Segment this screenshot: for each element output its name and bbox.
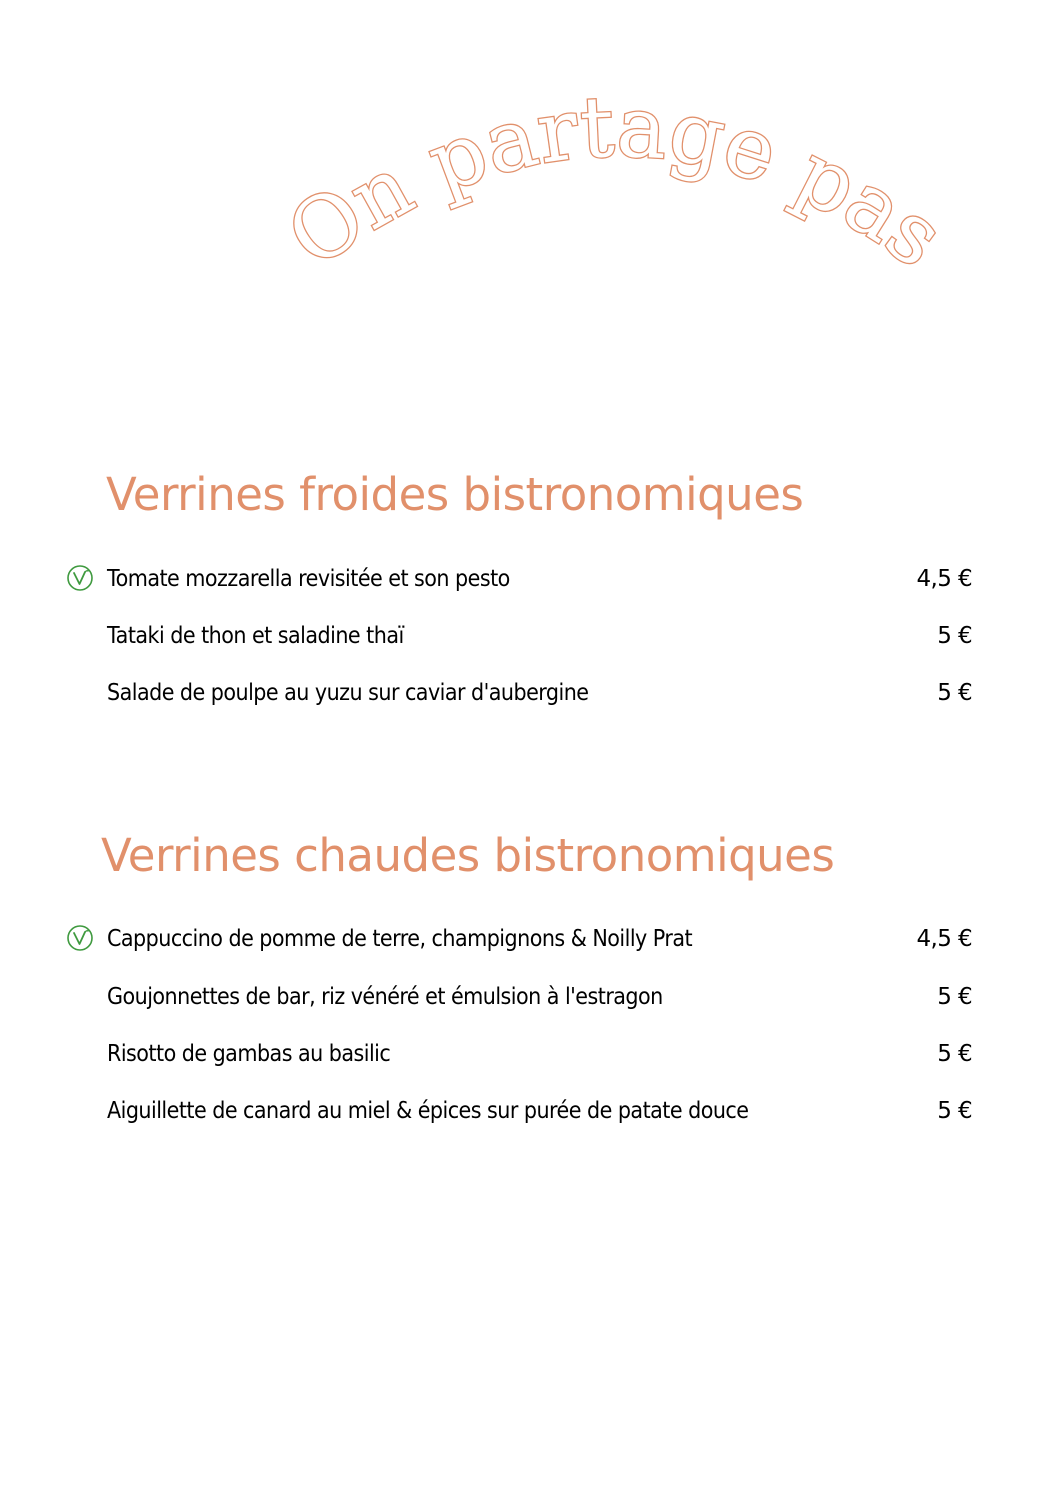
menu-item-name: Tomate mozzarella revisitée et son pesto (107, 566, 510, 592)
menu-item-name: Goujonnettes de bar, riz vénéré et émulsion à l'estragon (107, 984, 663, 1010)
section-title-cold: Verrines froides bistronomiques (106, 468, 804, 521)
menu-title-path: On partage pas (270, 77, 962, 287)
menu-item (60, 1091, 972, 1131)
menu-item (60, 1034, 972, 1074)
menu-item-name: Cappuccino de pomme de terre, champignons & Noilly Prat (107, 926, 693, 952)
menu-item-name: Aiguillette de canard au miel & épices sur purée de patate douce (107, 1098, 749, 1124)
menu-item-price: 5 € (937, 1098, 972, 1124)
section-title-hot: Verrines chaudes bistronomiques (101, 829, 835, 882)
menu-item-price: 5 € (937, 1041, 972, 1067)
menu-title (0, 0, 1059, 340)
menu-item-name: Tataki de thon et saladine thaï (107, 623, 404, 649)
menu-item-price: 5 € (937, 680, 972, 706)
vegetarian-v-icon (66, 924, 94, 952)
menu-item (60, 559, 972, 599)
menu-item (60, 616, 972, 656)
menu-item-price: 5 € (937, 984, 972, 1010)
menu-item (60, 977, 972, 1017)
vegetarian-v-icon (66, 564, 94, 592)
menu-item-price: 5 € (937, 623, 972, 649)
menu-item-name: Risotto de gambas au basilic (107, 1041, 391, 1067)
menu-item (60, 673, 972, 713)
menu-item-price: 4,5 € (916, 926, 972, 952)
menu-item-price: 4,5 € (916, 566, 972, 592)
menu-title-text (270, 77, 961, 286)
menu-item (60, 919, 972, 959)
menu-item-name: Salade de poulpe au yuzu sur caviar d'aubergine (107, 680, 589, 706)
